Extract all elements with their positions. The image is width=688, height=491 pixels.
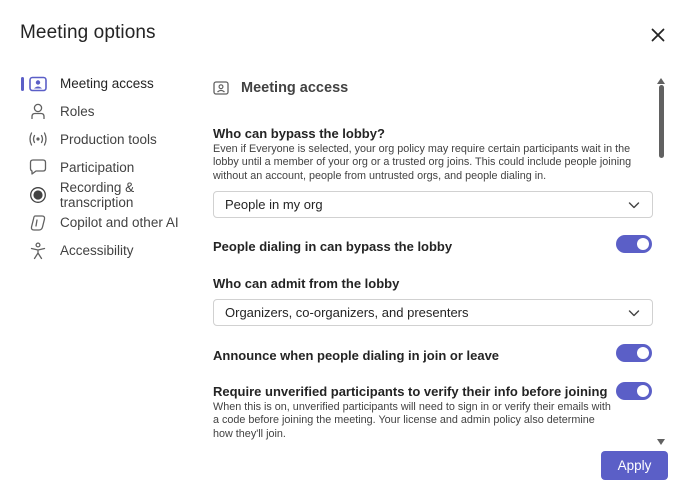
announce-dial-in-toggle[interactable] xyxy=(616,344,652,362)
nav-label: Production tools xyxy=(60,131,157,147)
bypass-lobby-description: Even if Everyone is selected, your org policy may require certain participants wait in the lobby until a member of your org or a trusted org joins. This could include people joining without an account, people from untrusted orgs, and people dialing in. xyxy=(213,143,632,182)
section-header xyxy=(213,79,348,97)
bypass-lobby-dropdown[interactable] xyxy=(213,191,653,218)
scrollbar-thumb[interactable] xyxy=(659,85,664,158)
nav-label: Copilot and other AI xyxy=(60,215,179,231)
dial-in-bypass-toggle[interactable] xyxy=(616,235,652,253)
active-indicator xyxy=(21,77,24,91)
nav-label: Meeting access xyxy=(60,76,154,92)
verify-info-toggle[interactable] xyxy=(616,382,652,400)
nav-item-roles[interactable] xyxy=(20,98,210,126)
toggle-knob xyxy=(637,238,649,250)
apply-button[interactable]: Apply xyxy=(601,451,668,480)
options-nav xyxy=(20,70,210,265)
verify-info-label: Require unverified participants to verify their info before joining xyxy=(213,384,608,399)
broadcast-icon xyxy=(28,129,48,149)
nav-item-meeting-access[interactable] xyxy=(20,70,210,98)
person-icon xyxy=(28,102,48,122)
nav-label: Recording & transcription xyxy=(59,180,135,211)
dialog-title: Meeting options xyxy=(20,22,156,43)
meeting-access-icon xyxy=(213,79,231,97)
toggle-knob xyxy=(637,385,649,397)
copilot-icon xyxy=(28,213,48,233)
scroll-down-arrow[interactable] xyxy=(656,433,666,441)
dial-in-bypass-label: People dialing in can bypass the lobby xyxy=(213,239,453,254)
section-title: Meeting access xyxy=(241,80,349,96)
admit-lobby-dropdown[interactable] xyxy=(213,299,653,326)
close-icon xyxy=(651,28,665,42)
chat-icon xyxy=(28,157,48,177)
nav-label: Accessibility xyxy=(60,243,134,259)
nav-item-recording-transcription[interactable] xyxy=(20,181,210,209)
chevron-down-icon xyxy=(628,307,640,319)
admit-lobby-label: Who can admit from the lobby xyxy=(213,276,400,291)
close-button[interactable] xyxy=(648,25,668,45)
nav-label: Roles xyxy=(60,104,95,120)
nav-item-copilot-ai[interactable] xyxy=(20,209,210,237)
dropdown-value: Organizers, co-organizers, and presenters xyxy=(225,305,469,320)
chevron-down-icon xyxy=(628,199,640,211)
announce-dial-in-label: Announce when people dialing in join or leave xyxy=(213,348,500,363)
options-content xyxy=(213,72,656,442)
bypass-lobby-label: Who can bypass the lobby? xyxy=(213,126,385,141)
verify-info-description: When this is on, unverified participants will need to sign in or verify their emails with a code before joining the meeting. Your license and admin policy also determine how they'll join. xyxy=(213,401,611,440)
nav-item-accessibility[interactable] xyxy=(20,237,210,265)
meeting-access-icon xyxy=(28,74,48,94)
scroll-up-arrow[interactable] xyxy=(656,72,666,80)
nav-item-participation[interactable] xyxy=(20,153,210,181)
nav-label: Participation xyxy=(60,159,135,175)
record-icon xyxy=(28,185,48,205)
toggle-knob xyxy=(637,347,649,359)
nav-item-production-tools[interactable] xyxy=(20,126,210,154)
accessibility-icon xyxy=(28,241,48,261)
dropdown-value: People in my org xyxy=(225,197,323,212)
